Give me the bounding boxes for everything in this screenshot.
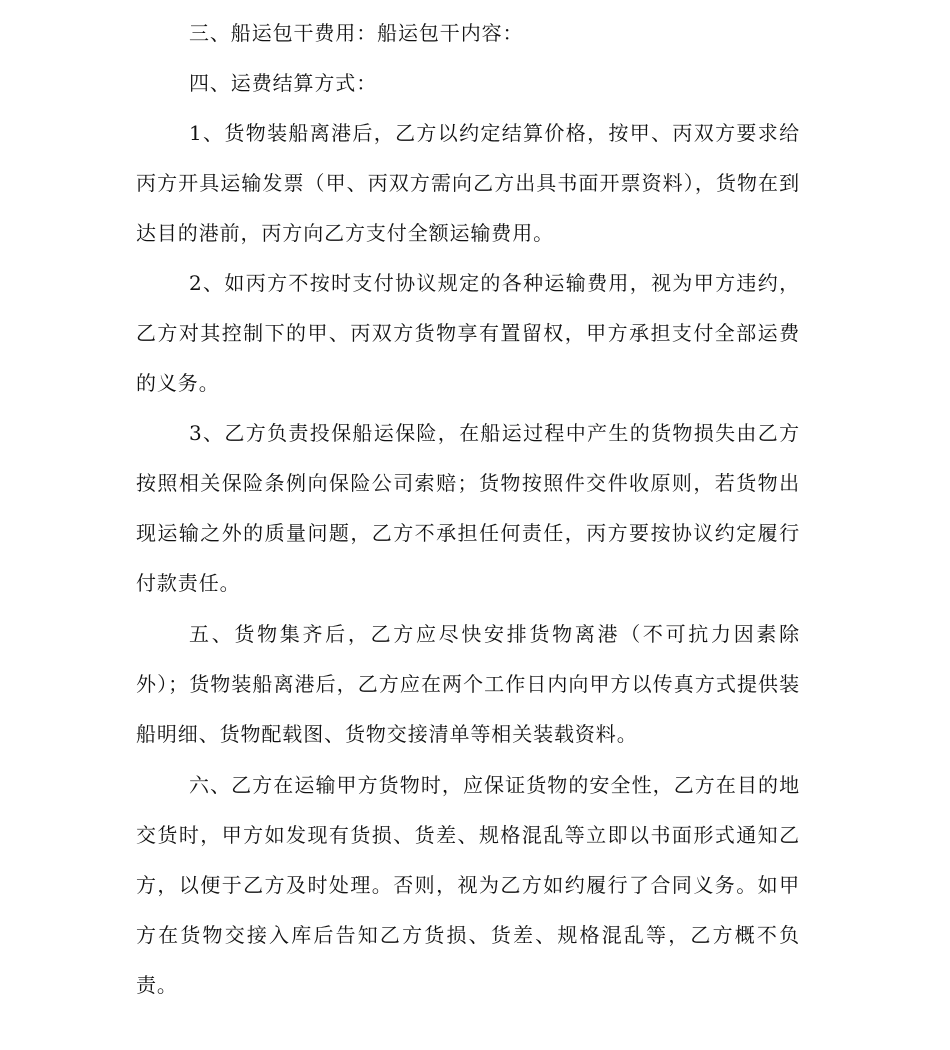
clause-4-1-invoice-payment: 1、货物装船离港后，乙方以约定结算价格，按甲、丙双方要求给丙方开具运输发票（甲、丙双方需向乙方出具书面开票资料），货物在到达目的港前，丙方向乙方支付全额运输费用。 — [136, 121, 800, 245]
clause-4-2-late-payment-lien: 2、如丙方不按时支付协议规定的各种运输费用，视为甲方违约，乙方对其控制下的甲、丙双方货物享有置留权，甲方承担支付全部运费的义务。 — [136, 271, 800, 395]
section-4-freight-settlement-heading: 四、运费结算方式： — [189, 71, 378, 95]
clause-4-3-insurance-liability: 3、乙方负责投保船运保险，在船运过程中产生的货物损失由乙方按照相关保险条例向保险公司索赔；货物按照件交件收原则，若货物出现运输之外的质量问题，乙方不承担任何责任，丙方要按协议约定履行付款责任。 — [136, 421, 800, 595]
section-3-shipping-lump-sum: 三、船运包干费用：船运包干内容： — [189, 21, 524, 45]
section-6-cargo-safety-delivery: 六、乙方在运输甲方货物时，应保证货物的安全性，乙方在目的地交货时，甲方如发现有货损、货差、规格混乱等立即以书面形式通知乙方，以便于乙方及时处理。否则，视为乙方如约履行了合同义务。如甲方在货物交接入库后告知乙方货损、货差、规格混乱等，乙方概不负责。 — [136, 773, 800, 997]
section-5-departure-documents: 五、货物集齐后，乙方应尽快安排货物离港（不可抗力因素除外）；货物装船离港后，乙方应在两个工作日内向甲方以传真方式提供装船明细、货物配载图、货物交接清单等相关装载资料。 — [136, 622, 800, 746]
